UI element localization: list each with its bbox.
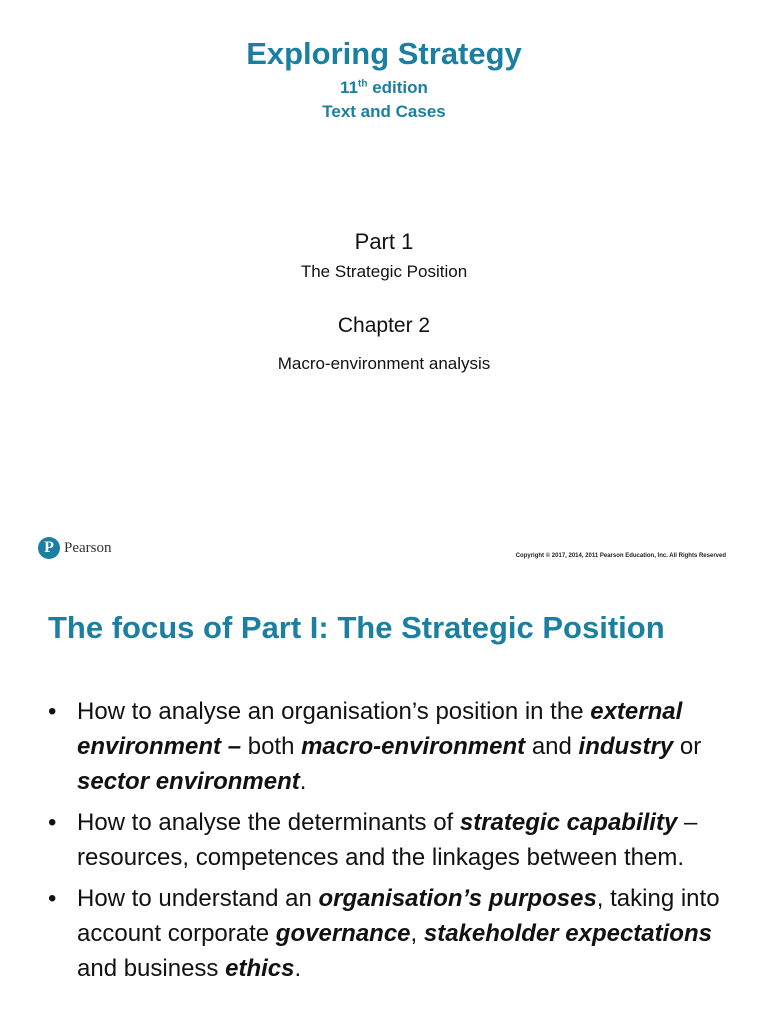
bullet-text: – resources, competences and the linkages between them. bbox=[77, 809, 698, 871]
part-title: The Strategic Position bbox=[300, 262, 468, 281]
bullet-emphasis: industry bbox=[578, 733, 674, 760]
edition-suffix: th bbox=[358, 78, 368, 90]
bullet-emphasis: organisation’s purposes bbox=[318, 885, 597, 912]
bullet-item-strategic-capability bbox=[48, 805, 738, 875]
bullet-item-external-environment bbox=[48, 694, 738, 799]
book-title: Exploring Strategy bbox=[246, 36, 522, 71]
bullet-text: or bbox=[673, 733, 702, 760]
copyright-notice: Copyright © 2017, 2014, 2011 Pearson Education, Inc. All Rights Reserved bbox=[515, 553, 726, 559]
bullet-text: and bbox=[525, 733, 579, 760]
slide-title: The focus of Part I: The Strategic Position bbox=[48, 610, 665, 645]
bullet-emphasis: macro-environment bbox=[301, 733, 526, 760]
bullet-emphasis: sector environment bbox=[77, 768, 300, 795]
bullet-emphasis: stakeholder expectations bbox=[423, 920, 712, 947]
bullet-text: . bbox=[299, 768, 307, 795]
focus-slide bbox=[0, 576, 768, 1024]
bullet-text: How to understand an bbox=[77, 885, 319, 912]
edition-word: edition bbox=[367, 78, 428, 97]
bullet-icon: • bbox=[48, 698, 57, 725]
bullet-icon: • bbox=[48, 885, 57, 912]
bullet-text: How to analyse an organisation’s position in the bbox=[77, 698, 591, 725]
bullet-text: . bbox=[294, 955, 302, 982]
bullet-list bbox=[48, 694, 738, 992]
bullet-text: , bbox=[410, 920, 424, 947]
bullet-emphasis: strategic capability bbox=[459, 809, 678, 836]
chapter-title: Macro-environment analysis bbox=[277, 354, 491, 373]
edition-line bbox=[0, 78, 768, 98]
bullet-item-organisation-purposes bbox=[48, 881, 738, 986]
book-subtitle: Text and Cases bbox=[322, 102, 446, 121]
chapter-heading: Chapter 2 bbox=[337, 314, 431, 337]
bullet-text: and business bbox=[77, 955, 226, 982]
bullet-icon: • bbox=[48, 809, 57, 836]
bullet-text: both bbox=[241, 733, 302, 760]
pearson-logo-icon: P bbox=[38, 537, 60, 559]
bullet-text: , taking into account corporate bbox=[77, 885, 720, 947]
pearson-logo-text: Pearson bbox=[64, 539, 112, 556]
bullet-emphasis: external environment – bbox=[77, 698, 683, 760]
pearson-logo bbox=[38, 536, 112, 560]
bullet-emphasis: ethics bbox=[225, 955, 295, 982]
bullet-emphasis: governance bbox=[275, 920, 411, 947]
bullet-text: How to analyse the determinants of bbox=[77, 809, 460, 836]
part-heading: Part 1 bbox=[354, 229, 414, 254]
edition-number: 11 bbox=[340, 78, 359, 97]
